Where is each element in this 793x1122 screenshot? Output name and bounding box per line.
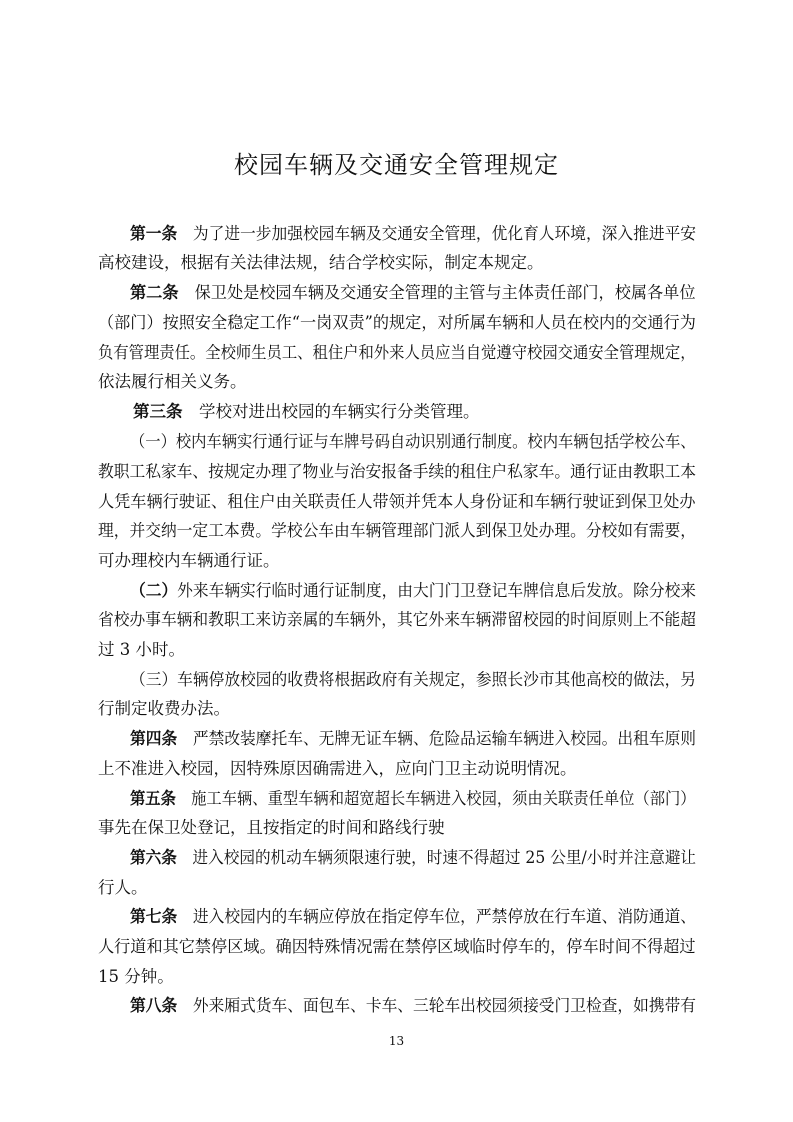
paragraph-line [98,610,696,630]
paragraph-line [130,283,695,303]
line-text: 上不准进入校园，因特殊原因确需进入，应向门卫主动说明情况。 [98,759,577,778]
section-heading: （二） [130,581,178,600]
line-text: 行人。 [98,878,148,897]
page-number: 13 [388,1034,405,1048]
paragraph-line [130,996,696,1016]
line-text: 学校对进出校园的车辆实行分类管理。 [182,402,480,421]
line-text: 过 3 小时。 [98,640,185,659]
line-text: 省校办事车辆和教职工来访亲属的车辆外，其它外来车辆滞留校园的时间原则上不能超 [98,610,696,629]
document-title: 校园车辆及交通安全管理规定 [234,151,559,179]
paragraph-line [133,402,480,422]
line-text: 15 分钟。 [98,967,174,986]
paragraph-line [130,789,696,809]
paragraph-line [130,224,696,244]
paragraph-line [98,699,230,719]
paragraph-line [98,818,445,838]
paragraph-line [98,343,696,363]
article-heading: 第四条 [130,729,178,748]
paragraph-line [98,372,247,392]
article-heading: 第二条 [130,283,179,302]
line-text: 外来车辆实行临时通行证制度，由大门门卫登记车牌信息后发放。除分校来 [177,581,697,600]
article-heading: 第一条 [130,224,178,243]
line-text: 高校建设，根据有关法律法规，结合学校实际，制定本规定。 [98,253,544,272]
line-text: 进入校园内的车辆应停放在指定停车位，严禁停放在行车道、消防通道、 [177,907,697,926]
paragraph-line [98,640,185,660]
paragraph-line [98,462,696,482]
line-text: （三）车辆停放校园的收费将根据政府有关规定，参照长沙市其他高校的做法，另 [130,670,697,689]
paragraph-line [98,253,544,273]
line-text: 人凭车辆行驶证、租住户由关联责任人带领并凭本人身份证和车辆行驶证到保卫处办 [98,492,696,511]
line-text: 理，并交纳一定工本费。学校公车由车辆管理部门派人到保卫处办理。分校如有需要， [98,521,696,540]
line-text: 教职工私家车、按规定办理了物业与治安报备手续的租住户私家车。通行证由教职工本 [98,462,696,481]
line-text: 进入校园的机动车辆须限速行驶，时速不得超过 25 公里/小时并注意避让 [176,848,697,867]
article-heading: 第五条 [130,789,176,808]
paragraph-line [98,937,695,957]
line-text: 施工车辆、重型车辆和超宽超长车辆进入校园，须由关联责任单位（部门） [175,789,696,808]
paragraph-line [130,848,696,868]
paragraph-line [98,878,148,898]
paragraph-line [130,729,696,749]
line-text: （部门）按照安全稳定工作“一岗双责”的规定，对所属车辆和人员在校内的交通行为 [98,313,696,332]
line-text: 严禁改装摩托车、无牌无证车辆、危险品运输车辆进入校园。出租车原则 [177,729,697,748]
line-text: 事先在保卫处登记，且按指定的时间和路线行驶 [98,818,445,837]
line-text: 为了进一步加强校园车辆及交通安全管理，优化育人环境，深入推进平安 [177,224,697,243]
article-heading: 第三条 [133,402,183,421]
line-text: 行制定收费办法。 [98,699,230,718]
line-text: 负有管理责任。全校师生员工、租住户和外来人员应当自觉遵守校园交通安全管理规定， [98,343,696,362]
paragraph-line [98,521,696,541]
paragraph-line [98,313,696,333]
line-text: 依法履行相关义务。 [98,372,247,391]
paragraph-line [130,581,696,601]
paragraph-line [130,670,696,690]
article-heading: 第六条 [130,848,177,867]
paragraph-line [130,432,696,452]
paragraph-line [98,967,174,987]
line-text: 可办理校内车辆通行证。 [98,551,280,570]
article-heading: 第八条 [130,996,178,1015]
paragraph-line [98,492,695,512]
paragraph-line [98,551,280,571]
line-text: （一）校内车辆实行通行证与车牌号码自动识别通行制度。校内车辆包括学校公车、 [130,432,696,451]
line-text: 人行道和其它禁停区域。确因特殊情况需在禁停区域临时停车的，停车时间不得超过 [98,937,696,956]
line-text: 外来厢式货车、面包车、卡车、三轮车出校园须接受门卫检查，如携带有 [177,996,697,1015]
line-text: 保卫处是校园车辆及交通安全管理的主管与主体责任部门，校属各单位 [178,283,696,302]
paragraph-line [98,759,577,779]
paragraph-line [130,907,696,927]
article-heading: 第七条 [130,907,178,926]
